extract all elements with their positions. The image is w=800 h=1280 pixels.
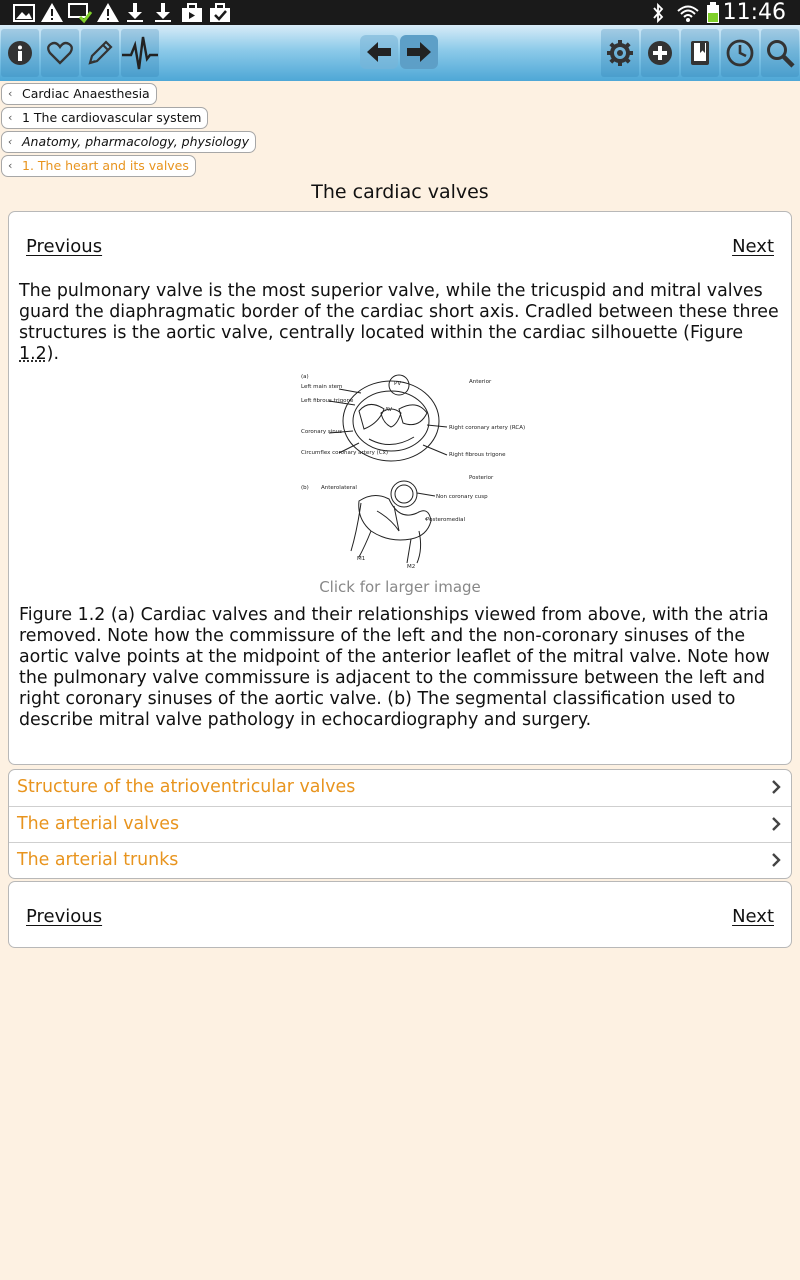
chevron-left-icon: ‹ [8, 135, 13, 148]
label-left-fibrous-trigone: Left fibrous trigone [301, 398, 354, 404]
bluetooth-icon [650, 2, 666, 23]
warning-icon [96, 2, 120, 23]
image-caption[interactable]: Click for larger image [319, 578, 481, 596]
chevron-right-icon [771, 852, 781, 868]
wifi-icon [676, 2, 700, 23]
list-item-atrioventricular-valves[interactable]: Structure of the atrioventricular valves [9, 770, 791, 806]
label-coronary-sinus: Coronary sinus [301, 429, 343, 435]
search-icon [765, 38, 795, 68]
action-bar [0, 25, 800, 81]
cardiac-valves-figure[interactable] [299, 371, 526, 571]
previous-link-bottom[interactable]: Previous [26, 906, 103, 927]
download-icon [153, 2, 173, 23]
annotate-button[interactable] [81, 29, 119, 77]
breadcrumb-heart-valves[interactable]: ‹ 1. The heart and its valves [1, 155, 196, 177]
briefcase-icon [180, 2, 204, 23]
previous-link[interactable]: Previous [26, 236, 103, 257]
label-left-main-stem: Left main stem [301, 384, 343, 390]
warning-icon [40, 2, 64, 23]
label-anterior: Anterior [469, 379, 492, 385]
label-a: (a) [301, 374, 309, 380]
content-card [8, 211, 792, 765]
back-button[interactable] [360, 35, 398, 69]
forward-button[interactable] [400, 35, 438, 69]
book-icon [688, 39, 712, 67]
figure-caption: Figure 1.2 (a) Cardiac valves and their relationships viewed from above, with the atria removed. Note how the commissure of the left and the non-coronary sinuses of the aortic valve points at the midpoint of the anterior leaflet of the mitral valve. Note how the pulmonary valve commissure is adjacent to the commissure between the left and right coronary sinuses of the aortic valve. (b) The segmental classification used to describe mitral valve pathology in echocardiography and surgery. [19, 605, 770, 730]
battery-icon [704, 2, 722, 23]
breadcrumb-cardiac-anaesthesia[interactable]: ‹ Cardiac Anaesthesia [1, 83, 157, 105]
label-anterolateral: Anterolateral [321, 485, 357, 491]
pulse-icon [121, 33, 159, 73]
page-title: The cardiac valves [311, 181, 489, 203]
arrow-right-icon [406, 41, 432, 63]
label-posteromedial: Posteromedial [426, 517, 466, 523]
label-pv: PV [394, 381, 402, 387]
label-rca: Right coronary artery (RCA) [449, 425, 526, 431]
status-bar [0, 0, 800, 25]
search-button[interactable] [761, 29, 799, 77]
breadcrumb-cardiovascular-system[interactable]: ‹ 1 The cardiovascular system [1, 107, 208, 129]
history-button[interactable] [721, 29, 759, 77]
chevron-left-icon: ‹ [8, 159, 13, 172]
label-av: AV [385, 407, 393, 413]
next-link-bottom[interactable]: Next [732, 906, 774, 927]
label-m2: M2 [407, 564, 416, 570]
intro-paragraph: The pulmonary valve is the most superior valve, while the tricuspid and mitral valves guard the diaphragmatic border of the cardiac short axis. Cradled between these three structures is the aortic valve, centrally located within the cardiac silhouette (Figure 1.2). [19, 281, 779, 364]
info-button[interactable] [1, 29, 39, 77]
figure-label: Figure 1.2 [19, 605, 106, 625]
chevron-left-icon: ‹ [8, 111, 13, 124]
plus-icon [647, 40, 673, 66]
chevron-right-icon [771, 779, 781, 795]
list-item-arterial-trunks[interactable]: The arterial trunks [9, 842, 791, 878]
heart-icon [47, 41, 73, 65]
gear-icon [606, 39, 634, 67]
bottom-nav-card [8, 881, 792, 948]
label-posterior: Posterior [469, 475, 494, 481]
next-link[interactable]: Next [732, 236, 774, 257]
figure-reference-link[interactable]: 1.2 [19, 344, 47, 364]
pencil-icon [86, 39, 114, 67]
breadcrumb-anatomy[interactable]: ‹ Anatomy, pharmacology, physiology [1, 131, 256, 153]
bookmarks-button[interactable] [681, 29, 719, 77]
label-right-fibrous-trigone: Right fibrous trigone [449, 452, 506, 458]
label-circumflex: Circumflex coronary artery (Cx) [301, 450, 388, 456]
download-icon [125, 2, 145, 23]
label-non-coronary-cusp: Non coronary cusp [436, 494, 488, 500]
clock-time: 11:46 [722, 0, 786, 25]
cast-icon [68, 2, 92, 23]
label-b: (b) [301, 485, 309, 491]
info-icon [7, 40, 33, 66]
settings-button[interactable] [601, 29, 639, 77]
section-list [8, 769, 792, 879]
pulse-button[interactable] [121, 29, 159, 77]
label-m1: M1 [357, 556, 366, 562]
chevron-right-icon [771, 816, 781, 832]
briefcase-check-icon [208, 2, 232, 23]
chevron-left-icon: ‹ [8, 87, 13, 100]
favorite-button[interactable] [41, 29, 79, 77]
add-button[interactable] [641, 29, 679, 77]
list-item-arterial-valves[interactable]: The arterial valves [9, 806, 791, 842]
arrow-left-icon [366, 41, 392, 63]
clock-icon [726, 39, 754, 67]
image-icon [12, 2, 36, 23]
